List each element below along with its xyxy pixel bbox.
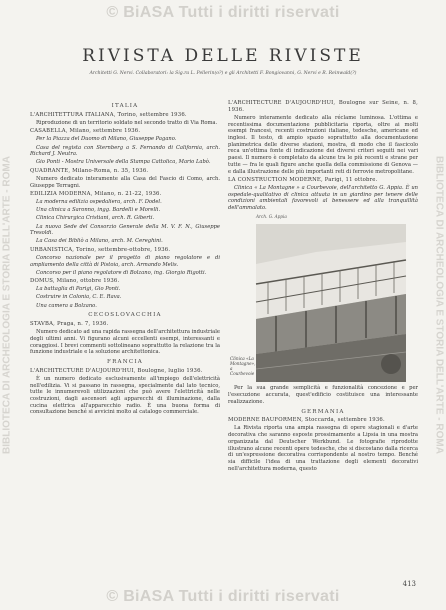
side-watermark-left: BIBLIOTECA DI ARCHEOLOGIA E STORIA DELL'ARTE - ROMA (1, 156, 13, 454)
entry-body: La Casa dei Bibliò a Milano, arch. M. Cereghini. (36, 238, 163, 245)
watermark-bottom: © BiASA Tutti i diritti riservati (106, 588, 340, 605)
entry-body: Numero dedicato interamente alla Casa del Fascio di Como, arch. Giuseppe Terragni. (30, 175, 220, 189)
entry-body: La battaglia di Parigi, Gio Ponti. (36, 286, 121, 293)
entry-body: Riproduzione di un territorio soldato nel secondo tratto di Via Roma. (36, 119, 218, 126)
entry-body: La nuova Sede del Consorzio Generale della M. V. F. N., Giuseppe Tresoldi. (30, 223, 220, 237)
section-heading-francia: FRANCIA (107, 359, 143, 365)
entry-body: La moderna edilizia ospedaliera, arch. F. Dodel. (36, 198, 162, 205)
entry-body: Una clinica a Saronno, ingg. Bardelli e Morelli. (36, 207, 161, 214)
right-column (228, 100, 418, 474)
section-heading-cecoslovacchia: CECOSLOVACCHIA (88, 312, 162, 319)
building-photo (230, 224, 406, 382)
entry-body: È un numero dedicato esclusivamente all'impiego dell'elettricità nell'edilizia. Vi si passano in rassegna, specialmente dal lato tecnico, tutte le innumerevoli utilizzazioni che può avere l'elettricità nelle costruzioni, dagli ascensori agli apparecchi di illuminazione, dalla cucina elettrica all'apparecchio radio. È una buona forma di consultazione benché si avvicini molto al catalogo commerciale. (30, 375, 220, 416)
entry-body: Costruire in Colonia, C. E. Rava. (36, 294, 122, 301)
section-heading-italia: ITALIA (111, 103, 139, 109)
entry-body: La Rivista riporta una ampia rassegna di opere stagionali e d'arte decorativa che saranno esposte prossimamente a Lipsia in una mostra organizzata dal Deutscher Werkbund. Le fotografie riprodotte illustrano alcune recenti opere tedesche, che si discostano dalla ricerca di un'espressione decorativa corrispondente al nostro tempo. Benché sia difficile l'idea di una trattazione degli elementi decorativi nell'architettura moderna, questo (228, 425, 418, 472)
entry-body: Concorso per il piano regolatore di Bolzano, ing. Giorgio Rigotti. (36, 269, 207, 276)
entry-heading: L'ARCHITECTURE D'AUJOURD'HUI, Boulogne, luglio 1936. (30, 367, 203, 374)
photo-credit: Arch. G. Appia (256, 213, 287, 219)
entry-heading: L'ARCHITETTURA ITALIANA, Torino, settembre 1936. (30, 111, 187, 118)
entry-body: Clinica Chirurgica Cristiani, arch. R. Giberti. (36, 215, 155, 222)
entry-heading: LA CONSTRUCTION MODERNE, Parigi, 11 ottobre. (228, 176, 378, 183)
entry-heading: EDILIZIA MODERNA, Milano, n. 21-22, 1936. (30, 190, 162, 197)
section-heading-germania: GERMANIA (301, 408, 345, 415)
credits-line: Architetti G. Nervi. Collaboratori: la Sig.ra L. Pellerin(o?) e gli Architetti F. Bongiovanni, G. Nervi e R. Reinwald(?) (89, 71, 357, 76)
page-number: 413 (402, 580, 416, 588)
entry-heading: URBANISTICA, Torino, settembre-ottobre, 1936. (30, 246, 171, 253)
entry-body: Per la sua grande semplicità e funzionalità concezione e per l'esecuzione accurata, quest'edificio costituisce una interessante realizzazione. (228, 385, 418, 405)
clinic-photo-illustration (256, 224, 406, 382)
entry-heading: MODERNE BAUFORMEN, Stoccarda, settembre 1936. (228, 417, 385, 424)
entry-heading: L'ARCHITECTURE D'AUJOURD'HUI, Boulogne sur Seine, n. 8, 1936. (228, 100, 418, 113)
entry-body: Gio Ponti - Mostra Universale della Stampa Cattolica, Mario Labò. (36, 159, 211, 166)
entry-body: Numero dedicato ad una rapida rassegna dell'architettura industriale degli ultimi anni. Vi figurano alcuni eccellenti esempi, interessanti e coraggiosi. I brevi commenti sottolineano soprattutto la relazione tra la funzione industriale e la soluzione architettonica. (30, 329, 220, 356)
entry-body: Concorso nazionale per il progetto di piano regolatore e di ampliamento della città di Pistoia, arch. Armando Melis. (30, 254, 220, 268)
left-column (30, 100, 220, 418)
page-title: RIVISTA DELLE RIVISTE (82, 46, 364, 66)
entry-body: Per la Piazza del Duomo di Milano, Giuseppe Pagano. (36, 136, 177, 143)
entry-body: Numero interamente dedicato alla réclame luminosa. L'ottima e recentissima documentazione pubblicitaria riporta, oltre ai molti esempi francesi, recenti costruzioni italiane, tedesche, americane ed inglesi. Il testo, di ampio spazio soprattutto alla documentazione planimetrica delle diverse stazioni, mostra, di modo che il fascicolo reca un'ottima fonte di indicazione dei diversi criteri seguiti nei vari paesi. Il numero è completato da alcune tra le più recenti e strane per tutte — fra le quali figure anche quella della commissione di Genova — e dalla illustrazione delle più importanti reti di ferrovie metropolitane. (228, 114, 418, 175)
watermark-top: © BiASA Tutti i diritti riservati (106, 4, 340, 21)
side-watermark-right: BIBLIOTECA DI ARCHEOLOGIA E STORIA DELL'ARTE - ROMA (433, 156, 445, 454)
entry-heading: STAVBA, Praga, n. 7, 1936. (30, 320, 109, 327)
entry-body: Clinica « La Montagne » a Courbevoie, dell'architetto G. Appia. È un ospedale-qualitativo di clinica attuata in un giardino per tenere delle condizioni ambientali favorevoli al benessere ed alla tranquillità dell'ammalato. (228, 184, 418, 212)
photo-caption: Clinica «La Montagne», a Courbevoie (230, 356, 256, 377)
entry-heading: CASABELLA, Milano, settembre 1936. (30, 128, 141, 135)
entry-heading: QUADRANTE, Milano-Roma, n. 35, 1936. (30, 167, 149, 174)
entry-body: Casa del regista con Sternberg a S. Fernando di California, arch. Richard J. Neutra. (30, 144, 220, 158)
entry-heading: DOMUS, Milano, ottobre 1936. (30, 277, 120, 284)
entry-body: Una camera a Bolzano. (36, 302, 97, 309)
